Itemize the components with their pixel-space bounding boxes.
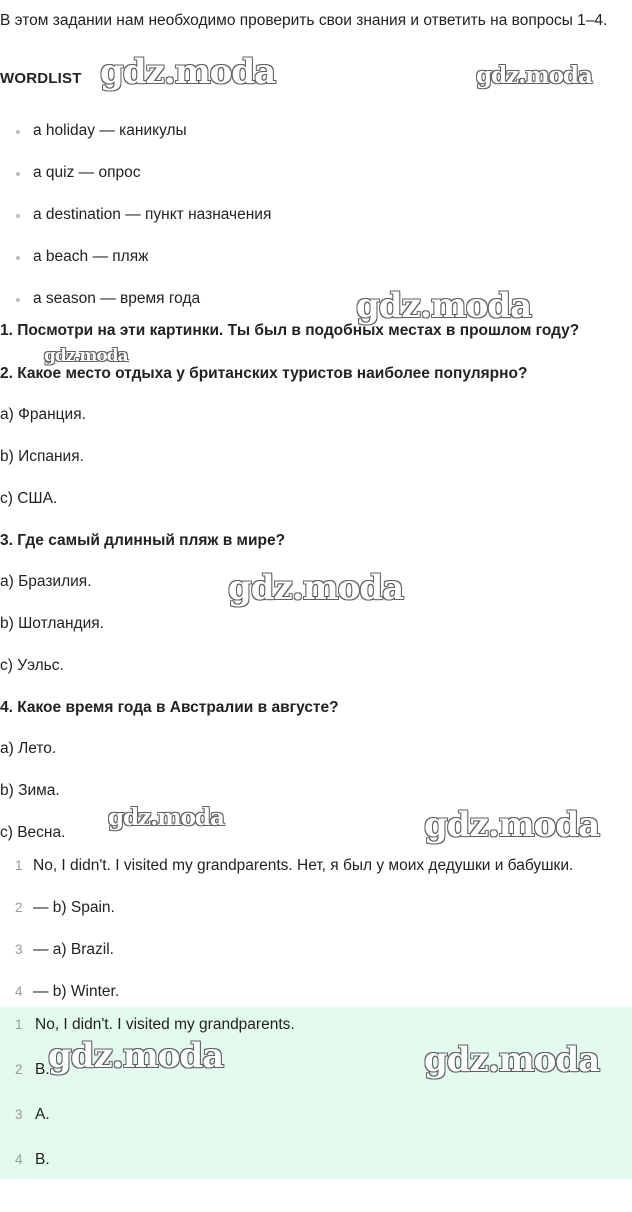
item-number: 4: [15, 1152, 23, 1167]
option: b) Испания.: [0, 448, 84, 465]
list-item: [0, 1142, 632, 1179]
watermark: gdz.moda: [228, 568, 404, 608]
option: b) Шотландия.: [0, 615, 104, 632]
list-item: a season — время года: [0, 278, 620, 320]
option: c) Уэльс.: [0, 657, 64, 674]
watermark: gdz.moda: [424, 1040, 600, 1080]
list-item: a quiz — опрос: [0, 152, 620, 194]
watermark: gdz.moda: [48, 1036, 224, 1076]
list-item: [0, 850, 632, 892]
intro-text: В этом задании нам необходимо проверить свои знания и ответить на вопросы 1–4.: [0, 12, 608, 29]
list-item: a destination — пункт назначения: [0, 194, 620, 236]
question-4: 4. Какое время года в Австралии в августе?: [0, 699, 339, 716]
option: b) Зима.: [0, 782, 60, 799]
item-number: 2: [15, 1062, 23, 1077]
answer-list: [0, 850, 632, 1018]
watermark: gdz.moda: [356, 286, 532, 326]
list-item: [0, 1097, 632, 1142]
answer-text: — b) Winter.: [33, 983, 120, 1000]
option: a) Лето.: [0, 740, 57, 757]
item-number: 4: [15, 984, 23, 999]
list-item: [0, 892, 632, 934]
question-3: 3. Где самый длинный пляж в мире?: [0, 532, 286, 549]
item-number: 1: [15, 1017, 23, 1032]
answer-text: — a) Brazil.: [33, 941, 114, 958]
item-number: 1: [15, 858, 23, 873]
question-2: 2. Какое место отдыха у британских туристов наиболее популярно?: [0, 365, 528, 382]
option: a) Франция.: [0, 406, 86, 423]
watermark: gdz.moda: [476, 62, 592, 89]
answer-text: A.: [35, 1106, 50, 1123]
watermark: gdz.moda: [108, 804, 224, 831]
option: c) США.: [0, 490, 58, 507]
answer-text: B.: [35, 1061, 50, 1078]
answer-text: B.: [35, 1151, 50, 1168]
question-1: 1. Посмотри на эти картинки. Ты был в подобных местах в прошлом году?: [0, 322, 580, 339]
watermark: gdz.moda: [424, 805, 600, 845]
list-item: a beach — пляж: [0, 236, 620, 278]
answer-text: No, I didn't. I visited my grandparents. Нет, я был у моих дедушки и бабушки.: [33, 857, 574, 874]
wordlist-title: WORDLIST: [0, 70, 82, 87]
item-number: 2: [15, 900, 23, 915]
final-answer-box: [0, 1007, 632, 1179]
answer-text: — b) Spain.: [33, 899, 115, 916]
answer-text: No, I didn't. I visited my grandparents.: [35, 1016, 295, 1033]
watermark: gdz.moda: [100, 52, 276, 92]
item-number: 3: [15, 942, 23, 957]
watermark: gdz.moda: [44, 346, 128, 366]
item-number: 3: [15, 1107, 23, 1122]
option: c) Весна.: [0, 824, 66, 841]
list-item: a holiday — каникулы: [0, 110, 620, 152]
list-item: [0, 934, 632, 976]
option: a) Бразилия.: [0, 573, 92, 590]
